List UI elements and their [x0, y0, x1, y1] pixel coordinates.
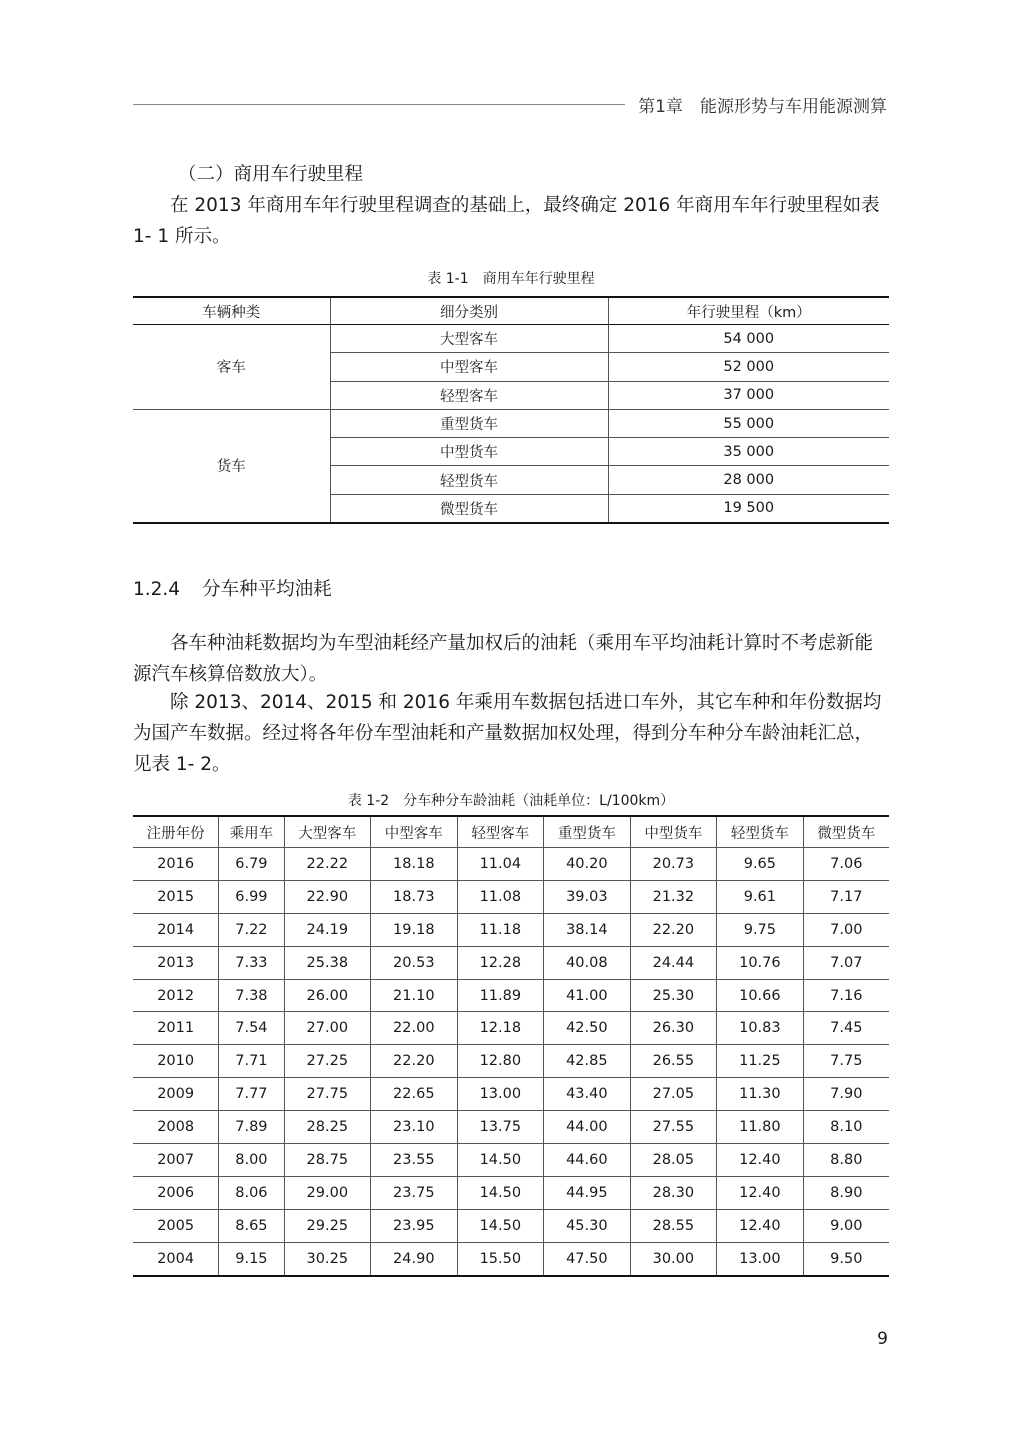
- table2-value-cell: 26.30: [630, 1012, 717, 1045]
- table2-year-cell: 2005: [133, 1209, 219, 1242]
- table1-caption: 表 1-1 商用车年行驶里程: [427, 271, 595, 287]
- section-number: 1.2.4: [133, 579, 181, 600]
- page-number: 9: [877, 1329, 888, 1349]
- table1-value-cell: 35 000: [608, 438, 889, 466]
- table2-value-cell: 14.50: [457, 1209, 544, 1242]
- table2-value-cell: 8.65: [219, 1209, 284, 1242]
- table-row: [133, 1045, 889, 1078]
- table-row: [133, 1176, 889, 1209]
- table2-value-cell: 9.65: [717, 848, 804, 881]
- table2-value-cell: 43.40: [544, 1078, 631, 1111]
- table2-value-cell: 13.00: [717, 1242, 804, 1275]
- table2-year-cell: 2013: [133, 946, 219, 979]
- table1-header-cell: 车辆种类: [133, 297, 330, 325]
- table2-value-cell: 41.00: [544, 979, 631, 1012]
- table2-value-cell: 12.40: [717, 1209, 804, 1242]
- table2-value-cell: 8.80: [803, 1144, 889, 1177]
- table2-value-cell: 11.80: [717, 1111, 804, 1144]
- table2-value-cell: 9.75: [717, 913, 804, 946]
- table2-value-cell: 47.50: [544, 1242, 631, 1275]
- table-row: [133, 1012, 889, 1045]
- table2-value-cell: 14.50: [457, 1176, 544, 1209]
- table2-value-cell: 44.00: [544, 1111, 631, 1144]
- table2-value-cell: 23.95: [371, 1209, 458, 1242]
- table2-header-cell: 微型货车: [803, 816, 889, 848]
- table2-caption: 表 1-2 分车种分车龄油耗（油耗单位：L/100km）: [347, 793, 675, 809]
- table1-sub-cell: 微型货车: [330, 494, 608, 523]
- table2-value-cell: 8.10: [803, 1111, 889, 1144]
- table1-sub-cell: 轻型货车: [330, 466, 608, 494]
- table2-value-cell: 19.18: [371, 913, 458, 946]
- table-row: [133, 325, 889, 353]
- table-row: [133, 1242, 889, 1275]
- table2-value-cell: 10.66: [717, 979, 804, 1012]
- table2-value-cell: 27.25: [284, 1045, 371, 1078]
- paragraph-2: 除 2013、2014、2015 和 2016 年乘用车数据包括进口车外，其它车种和年份数据均为国产车数据。经过将各年份车型油耗和产量数据加权处理，得到分车种分车龄油耗汇总，见表 1- 2。: [133, 692, 882, 775]
- table2-value-cell: 7.22: [219, 913, 284, 946]
- table2-value-cell: 9.00: [803, 1209, 889, 1242]
- table2-value-cell: 12.40: [717, 1144, 804, 1177]
- table-row: [133, 979, 889, 1012]
- table2-value-cell: 14.50: [457, 1144, 544, 1177]
- table2-value-cell: 26.55: [630, 1045, 717, 1078]
- table2-header-row: [133, 816, 889, 848]
- table2-body: [133, 848, 889, 1276]
- table2-value-cell: 22.90: [284, 880, 371, 913]
- table2-header-cell: 轻型客车: [457, 816, 544, 848]
- table2-header-cell: 重型货车: [544, 816, 631, 848]
- table2-year-cell: 2016: [133, 848, 219, 881]
- table2-value-cell: 23.55: [371, 1144, 458, 1177]
- table2-value-cell: 11.89: [457, 979, 544, 1012]
- intro-paragraph: 在 2013 年商用车年行驶里程调查的基础上，最终确定 2016 年商用车年行驶里程如表 1- 1 所示。: [133, 195, 880, 247]
- table2-value-cell: 9.15: [219, 1242, 284, 1275]
- table2-value-cell: 8.06: [219, 1176, 284, 1209]
- table2-year-cell: 2004: [157, 1250, 195, 1267]
- table2-value-cell: 18.73: [371, 880, 458, 913]
- table2-value-cell: 28.55: [630, 1209, 717, 1242]
- table2-value-cell: 28.05: [630, 1144, 717, 1177]
- table1-value-cell: 19 500: [608, 494, 889, 523]
- table2-value-cell: 22.65: [371, 1078, 458, 1111]
- table1-value-cell: 52 000: [608, 353, 889, 381]
- table2-value-cell: 9.50: [803, 1242, 889, 1275]
- table2-value-cell: 7.38: [219, 979, 284, 1012]
- running-header: 第1章 能源形势与车用能源测算: [638, 97, 887, 117]
- table2-value-cell: 7.00: [803, 913, 889, 946]
- table2-value-cell: 10.83: [717, 1012, 804, 1045]
- table2-value-cell: 7.33: [219, 946, 284, 979]
- table2-value-cell: 11.18: [457, 913, 544, 946]
- table2-value-cell: 26.00: [284, 979, 371, 1012]
- table-row: [133, 946, 889, 979]
- table2-header-cell: 注册年份: [133, 816, 219, 848]
- table1-category-cell: 货车: [216, 459, 246, 476]
- table2-value-cell: 12.40: [717, 1176, 804, 1209]
- table2-value-cell: 22.20: [371, 1045, 458, 1078]
- table2-value-cell: 7.45: [803, 1012, 889, 1045]
- table2-value-cell: 28.30: [630, 1176, 717, 1209]
- table2-value-cell: 44.60: [544, 1144, 631, 1177]
- table2-value-cell: 29.25: [284, 1209, 371, 1242]
- table1-value-cell: 28 000: [608, 466, 889, 494]
- table2-value-cell: 27.00: [284, 1012, 371, 1045]
- table2-value-cell: 13.00: [457, 1078, 544, 1111]
- table1-header-cell: 年行驶里程（km）: [608, 297, 889, 325]
- table2-value-cell: 40.20: [544, 848, 631, 881]
- table1-value-cell: 37 000: [608, 381, 889, 409]
- table1-sub-cell: 中型货车: [330, 438, 608, 466]
- table1-header-cell: 细分类别: [330, 297, 608, 325]
- table2-value-cell: 12.80: [457, 1045, 544, 1078]
- table2-value-cell: 40.08: [544, 946, 631, 979]
- table2-value-cell: 22.22: [284, 848, 371, 881]
- section-heading: [133, 575, 332, 601]
- table2-value-cell: 10.76: [717, 946, 804, 979]
- table1-sub-cell: 重型货车: [330, 409, 608, 437]
- table2-value-cell: 27.05: [630, 1078, 717, 1111]
- table-row: [133, 1144, 889, 1177]
- table2-value-cell: 20.53: [371, 946, 458, 979]
- table2-value-cell: 7.16: [803, 979, 889, 1012]
- table2-value-cell: 7.07: [803, 946, 889, 979]
- table2-value-cell: 45.30: [544, 1209, 631, 1242]
- table2-value-cell: 44.95: [544, 1176, 631, 1209]
- table2-value-cell: 7.75: [803, 1045, 889, 1078]
- table2-year-cell: 2009: [133, 1078, 219, 1111]
- table2-value-cell: 7.71: [219, 1045, 284, 1078]
- table2-value-cell: 39.03: [544, 880, 631, 913]
- table2-value-cell: 22.00: [371, 1012, 458, 1045]
- table1-category-cell: 客车: [133, 325, 330, 410]
- table2-value-cell: 21.10: [371, 979, 458, 1012]
- table2-value-cell: 29.00: [284, 1176, 371, 1209]
- table2-value-cell: 13.75: [457, 1111, 544, 1144]
- table2-year-cell: 2011: [133, 1012, 219, 1045]
- table2-value-cell: 11.04: [457, 848, 544, 881]
- table2-value-cell: 27.75: [284, 1078, 371, 1111]
- table1-sub-cell: 轻型客车: [330, 381, 608, 409]
- table2-value-cell: 9.61: [717, 880, 804, 913]
- table2-value-cell: 28.25: [284, 1111, 371, 1144]
- table2-value-cell: 12.18: [457, 1012, 544, 1045]
- table-row: [133, 913, 889, 946]
- table2-header-cell: 大型客车: [284, 816, 371, 848]
- table2-value-cell: 25.30: [630, 979, 717, 1012]
- table2-value-cell: 11.25: [717, 1045, 804, 1078]
- subsection-title: （二）商用车行驶里程: [178, 164, 364, 185]
- table2-value-cell: 42.85: [544, 1045, 631, 1078]
- table2-value-cell: 7.90: [803, 1078, 889, 1111]
- table2-value-cell: 23.75: [371, 1176, 458, 1209]
- table2-value-cell: 38.14: [544, 913, 631, 946]
- table2-value-cell: 22.20: [630, 913, 717, 946]
- table2-value-cell: 24.90: [371, 1242, 458, 1275]
- table2-header-cell: 中型货车: [630, 816, 717, 848]
- table2-value-cell: 23.10: [371, 1111, 458, 1144]
- table2-value-cell: 12.28: [457, 946, 544, 979]
- table2-year-cell: 2012: [133, 979, 219, 1012]
- table2-value-cell: 7.17: [803, 880, 889, 913]
- table-row: [133, 1078, 889, 1111]
- table1-value-cell: 55 000: [608, 409, 889, 437]
- paragraph-1: 各车种油耗数据均为车型油耗经产量加权后的油耗（乘用车平均油耗计算时不考虑新能源汽车核算倍数放大）。: [133, 633, 874, 685]
- table2-value-cell: 7.77: [219, 1078, 284, 1111]
- section-title: 分车种平均油耗: [202, 579, 332, 600]
- table2-value-cell: 25.38: [284, 946, 371, 979]
- table2-value-cell: 28.75: [284, 1144, 371, 1177]
- table1-value-cell: 54 000: [608, 325, 889, 353]
- table-row: [133, 880, 889, 913]
- table2-year-cell: 2014: [133, 913, 219, 946]
- table-row: [133, 409, 889, 437]
- table1-annual-mileage: [133, 296, 889, 524]
- table1-sub-cell: 大型客车: [330, 325, 608, 353]
- table2-year-cell: 2007: [133, 1144, 219, 1177]
- table2-header-cell: 轻型货车: [717, 816, 804, 848]
- table2-value-cell: 6.79: [219, 848, 284, 881]
- table2-value-cell: 8.00: [219, 1144, 284, 1177]
- table2-header-cell: 乘用车: [219, 816, 284, 848]
- table2-value-cell: 11.08: [457, 880, 544, 913]
- table2-value-cell: 7.54: [219, 1012, 284, 1045]
- table2-value-cell: 7.89: [219, 1111, 284, 1144]
- table1-sub-cell: 中型客车: [330, 353, 608, 381]
- table-row: [133, 848, 889, 881]
- table2-value-cell: 27.55: [630, 1111, 717, 1144]
- table2-year-cell: 2006: [133, 1176, 219, 1209]
- table1-header-row: [133, 297, 889, 325]
- table2-value-cell: 30.00: [630, 1242, 717, 1275]
- table2-year-cell: 2015: [133, 880, 219, 913]
- table2-header-cell: 中型客车: [371, 816, 458, 848]
- table2-value-cell: 6.99: [219, 880, 284, 913]
- table2-value-cell: 7.06: [803, 848, 889, 881]
- table2-year-cell: 2010: [133, 1045, 219, 1078]
- table2-value-cell: 21.32: [630, 880, 717, 913]
- table2-value-cell: 20.73: [630, 848, 717, 881]
- table2-value-cell: 11.30: [717, 1078, 804, 1111]
- table-row: [133, 1209, 889, 1242]
- table2-value-cell: 8.90: [803, 1176, 889, 1209]
- table2-value-cell: 42.50: [544, 1012, 631, 1045]
- table2-fuel-consumption: [133, 815, 889, 1277]
- table2-value-cell: 18.18: [371, 848, 458, 881]
- table2-value-cell: 24.19: [284, 913, 371, 946]
- table2-value-cell: 15.50: [457, 1242, 544, 1275]
- table-row: [133, 1111, 889, 1144]
- table2-value-cell: 30.25: [284, 1242, 371, 1275]
- table2-value-cell: 24.44: [630, 946, 717, 979]
- table2-year-cell: 2008: [133, 1111, 219, 1144]
- header-rule: [133, 104, 625, 105]
